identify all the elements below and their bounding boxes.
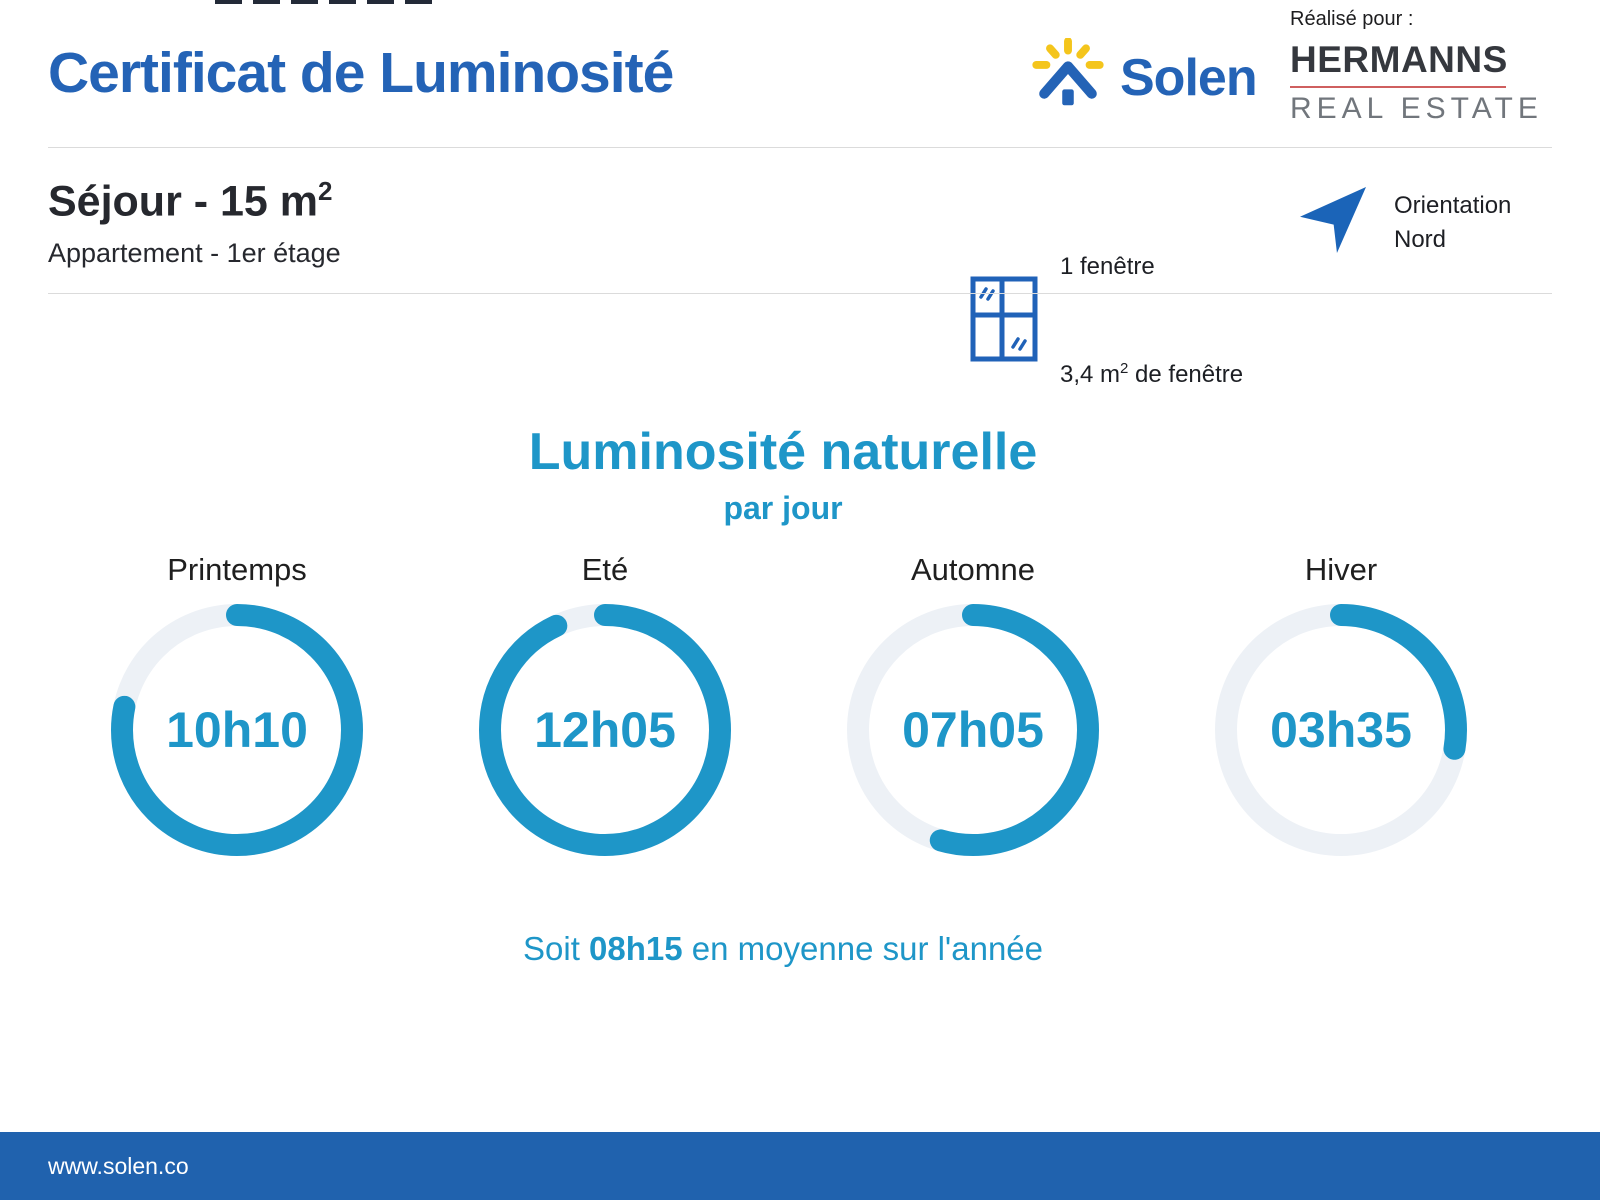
season-label: Eté [581,552,629,587]
window-area-suffix: de fenêtre [1128,361,1244,388]
window-area-exponent: 2 [1120,360,1129,377]
client-subtitle: REAL ESTATE [1290,92,1543,125]
season-label: Automne [910,552,1036,587]
page-title: Certificat de Luminosité [48,41,674,105]
client-logo-rule [1290,86,1506,88]
window-area-value: 3,4 m [1060,361,1121,388]
room-label: Séjour - 15 m [48,177,319,226]
donut-gauge [475,600,735,860]
gauge-hiver [1157,552,1525,860]
chart-title: Luminosité naturelle [528,423,1038,481]
orientation-value: Nord [1394,225,1447,253]
season-gauges-row [53,552,1525,860]
footer-website: www.solen.co [48,1152,189,1179]
average-value: 08h15 [589,930,683,967]
made-for-label: Réalisé pour : [1290,8,1414,30]
building-subtitle: Appartement - 1er étage [48,238,341,268]
average-line [0,930,1566,968]
gauge-automne [789,552,1157,860]
donut-gauge [107,600,367,860]
room-area-exponent: 2 [318,176,333,206]
average-suffix: en moyenne sur l'année [682,930,1043,967]
orientation-text [1394,189,1511,257]
client-logo-block [1290,8,1560,126]
window-area [1060,352,1243,392]
chart-subtitle: par jour [723,490,843,526]
gauge-value: 03h35 [1270,702,1412,758]
average-prefix: Soit [523,930,590,967]
orientation-label: Orientation [1394,191,1512,219]
solen-sun-house-icon [1032,38,1104,117]
room-title [48,176,333,226]
gauge-printemps [53,552,421,860]
top-cropped-marks [215,0,432,4]
compass-arrow-icon [1300,186,1366,259]
window-count: 1 fenêtre [1060,253,1155,280]
solen-logo [1032,38,1257,117]
season-label: Hiver [1304,552,1378,587]
header-divider [48,147,1552,148]
info-divider [48,293,1552,294]
donut-gauge [1211,600,1471,860]
window-info-text [1060,182,1243,460]
orientation-group [1300,186,1511,259]
solen-wordmark: Solen [1120,48,1257,107]
gauge-value: 10h10 [166,702,308,758]
season-label: Printemps [167,552,307,587]
footer-bar [0,1132,1600,1200]
window-info-group [970,182,1243,460]
donut-gauge [843,600,1103,860]
client-name: HERMANNS [1290,39,1508,80]
gauge-value: 07h05 [902,702,1044,758]
gauge-value: 12h05 [534,702,676,758]
window-icon [970,276,1038,367]
gauge-ete [421,552,789,860]
